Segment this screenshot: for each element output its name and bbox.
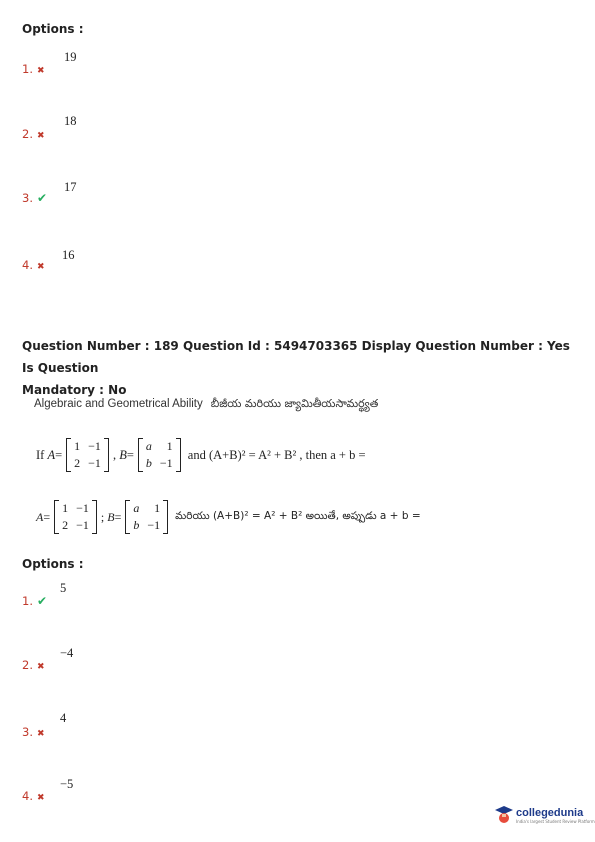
option-number: 1. [22, 594, 33, 608]
option-2-marker [22, 658, 45, 672]
equals: = [126, 447, 134, 462]
cross-icon: ✖ [36, 262, 45, 272]
var-b: B [107, 509, 115, 524]
matrix-b [138, 438, 181, 472]
option-1-marker [22, 62, 45, 76]
section-title-en: Algebraic and Geometrical Ability [34, 398, 203, 410]
matrix-cell: b [145, 456, 152, 470]
matrix-cell: 1 [166, 439, 173, 453]
equals: = [114, 509, 122, 524]
option-value[interactable]: 16 [62, 248, 75, 262]
matrix-a [66, 438, 109, 472]
text: If [36, 447, 45, 462]
var-b: B [119, 447, 127, 462]
matrix-cell: 1 [74, 439, 81, 453]
question-header-line: Question Number : 189 Question Id : 5494703365 Display Question Number : Yes Is Question [22, 339, 570, 375]
option-3-marker [22, 191, 47, 205]
var-a: A [47, 447, 56, 462]
matrix-b [125, 500, 168, 534]
cross-icon: ✖ [36, 662, 45, 672]
section-title [34, 397, 378, 413]
matrix-cell: −1 [76, 501, 89, 515]
option-number: 4. [22, 258, 33, 272]
matrix-cell: 2 [74, 456, 81, 470]
option-number: 1. [22, 62, 33, 76]
options-label: Options : [22, 22, 84, 36]
option-4-marker [22, 258, 45, 272]
option-value[interactable]: 4 [60, 711, 67, 725]
matrix-cell: 2 [62, 518, 69, 532]
comma: , [112, 447, 117, 462]
equals: = [43, 509, 51, 524]
cross-icon: ✖ [36, 729, 45, 739]
semicolon: ; [100, 509, 105, 524]
check-icon: ✔ [36, 594, 48, 608]
matrix-cell: −1 [88, 456, 101, 470]
matrix-cell: b [133, 518, 140, 532]
option-2-marker [22, 127, 45, 141]
option-value[interactable]: 18 [64, 114, 77, 128]
cross-icon: ✖ [36, 131, 45, 141]
option-value[interactable]: 19 [64, 50, 77, 64]
option-value[interactable]: 17 [64, 180, 77, 194]
option-1-marker [22, 594, 47, 608]
cross-icon: ✖ [36, 793, 45, 803]
option-3-marker [22, 725, 45, 739]
matrix-cell: −1 [88, 439, 101, 453]
matrix-cell: 1 [62, 501, 69, 515]
option-number: 4. [22, 789, 33, 803]
question-header-line: Mandatory : No [22, 383, 127, 397]
matrix-cell: −1 [76, 518, 89, 532]
option-value[interactable]: −4 [60, 646, 74, 660]
question-text-te [36, 500, 421, 534]
question-tail: and (A+B)² = A² + B² , then a + b = [187, 447, 366, 462]
cross-icon: ✖ [36, 66, 45, 76]
matrix-cell: a [145, 439, 152, 453]
logo-tagline: India's largest Student Review Platform [516, 818, 595, 824]
options-label: Options : [22, 557, 84, 571]
check-icon: ✔ [36, 191, 48, 205]
option-number: 3. [22, 725, 33, 739]
question-tail: మరియు (A+B)² = A² + B² అయితే, అప్పుడు a + b = [175, 509, 421, 522]
matrix-cell: 1 [154, 501, 161, 515]
matrix-cell: a [133, 501, 140, 515]
option-value[interactable]: 5 [60, 581, 67, 595]
matrix-cell: −1 [159, 456, 173, 470]
graduate-icon [494, 804, 514, 826]
matrix-a [54, 500, 97, 534]
option-number: 2. [22, 658, 33, 672]
question-text-en [36, 438, 366, 472]
option-number: 2. [22, 127, 33, 141]
collegedunia-logo[interactable] [494, 804, 595, 826]
question-header [22, 335, 582, 401]
option-number: 3. [22, 191, 33, 205]
option-value[interactable]: −5 [60, 777, 74, 791]
matrix-cell: −1 [147, 518, 161, 532]
var-a: A [36, 509, 44, 524]
section-title-te: బీజీయ మరియు జ్యామితీయసామర్థ్యత [210, 397, 379, 410]
equals: = [55, 447, 63, 462]
option-4-marker [22, 789, 45, 803]
logo-name: collegedunia [516, 806, 584, 819]
